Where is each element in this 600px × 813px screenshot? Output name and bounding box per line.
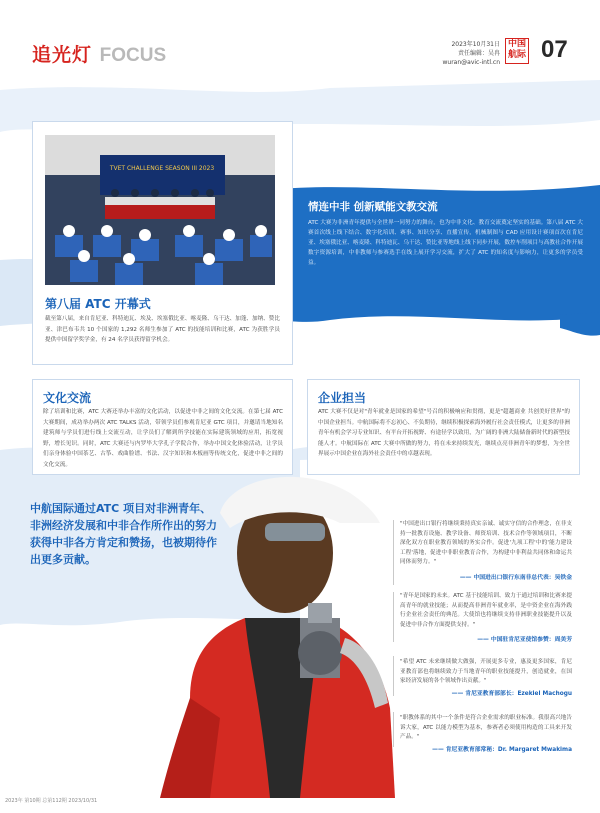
issue-editor: 责任编辑：吴冉 (457, 50, 500, 57)
quote-2-text: "青年是国家的未来。ATC 基于技能培训、致力于通过培训和比赛来提高青年的就业技能；从而提高非洲青年就业率，是中资企业在海外践行企业社会责任的典范。大使馆也将继续支持非洲职业技能提升以及促进中非合作方面提供支持。" (400, 593, 572, 628)
issue-meta (442, 40, 500, 67)
issue-date: 2023年10月31日 (451, 41, 500, 48)
culture-body: 除了培训和比赛，ATC 大赛还举办丰富的文化活动，以促进中非之间的文化交流。在第七届 ATC 大赛期间，成功举办两次 ATC TALKS 活动，带领学员们参观肯尼亚 GTC 项目，并邀请当地知名建筑师与学员们进行线上交流互动，让学员们了解到所学技能在实际建筑领域的应用，拓宽视野，增长见识。同时，ATC 大赛还与内罗毕大学孔子学院合作，举办中国文化体验活动，让学员们亲身体验中国茶艺、古筝、戏曲脸谱、书法、汉字知识和木板画等传统文化，促进中非之间的文化交流。 (43, 409, 283, 468)
innovation-title: 情连中非 创新赋能文教交流 (308, 201, 438, 213)
quote-3-text: "希望 ATC 未来继续做大做强，开展更多专业，惠及更多国家，肯尼亚教育部也将继续致力于当地青年的职业技能提升，创造就业，在国家经济发展的各个领域作出贡献。" (400, 659, 572, 684)
worker-photo (150, 468, 400, 798)
quote-3-source: —— 肯尼亚教育部部长：Ezekiel Machogu (451, 691, 572, 697)
quote-2-source: —— 中国驻肯尼亚使馆参赞：周美芳 (477, 637, 572, 643)
quote-1-source: —— 中国进出口银行东南非总代表：吴铁金 (459, 575, 572, 581)
opening-title: 第八届 ATC 开幕式 (45, 297, 151, 311)
responsibility-body: ATC 大赛不仅是对"青年就业是国家的希望"号召的积极响应和贯彻，更是"超越商业 共创美好世界"的中国企业担当。中航国际将不忘初心、不负期待，继续积极探索海外履行社会责任模式，让更多的非洲青年有机会学习专业知识、有平台开拓视野、有途径学以致用，为广阔的非洲大陆储备新时代的新型技能人才。中航国际在 ATC 大赛中所做的努力，将在未来持续发光，继续点亮非洲青年的梦想，为全世界展示中国企业在海外社会责任中的卓越表现。 (318, 409, 570, 457)
quote-1-text: "中国进出口银行将继续秉持真实亲诚、诚实守信的合作理念，在非支持一批教育设施、教学设备、师资培训、技术合作等领域项目，不断深化双方在职业教育领域的务实合作。促进'九项工程'中的'能力建设工程'落地，促进中非职业教育合作，为构建中非利益共同体和命运共同体而努力。" (400, 521, 572, 565)
section-title-en: FOCUS (99, 45, 167, 66)
ceremony-illustration (45, 135, 275, 285)
page-number: 07 (541, 36, 568, 63)
section-title (32, 40, 166, 67)
innovation-body: ATC 大赛为非洲青年提供与全世界一同努力的舞台，也为中非文化、教育交流奠定坚实的基础。第八届 ATC 大赛首次线上线下结合、数字化培训、赛事、知识分享、直播宣传，机械制图与 CAD 应用设计赛项首次在肯尼亚、埃塞俄比亚、喀麦隆、科特迪瓦、乌干达、赞比亚等地线上线下同步开展，数控车削项目与高教社合作开展数字资源培训，中非教师与参赛选手在线上展开学习交流，扩大了 ATC 的知名度与影响力，让更多的学员受益。 (308, 220, 583, 266)
opening-ceremony-photo (45, 135, 275, 285)
quote-divider (393, 520, 394, 585)
quote-4-source: —— 肯尼亚教育部常秘：Dr. Margaret Mwakima (432, 747, 572, 753)
avic-logo: 中国航际 (505, 38, 529, 64)
quote-divider (393, 592, 394, 642)
section-title-cn: 追光灯 (32, 44, 93, 66)
page-footer: 2023年 第10期 总第112期 2023/10/31 (5, 798, 98, 804)
responsibility-title: 企业担当 (318, 391, 367, 405)
quote-divider (393, 712, 394, 747)
quote-divider (393, 656, 394, 696)
photo-banner-text: TVET CHALLENGE SEASON III 2023 (109, 165, 215, 172)
opening-body: 截至第八届，来自肯尼亚、科特迪瓦、埃及、埃塞俄比亚、喀麦隆、乌干达、加蓬、加纳、赞比亚、津巴布韦共 10 个国家的 1,292 名师生参加了 ATC 的技能培训和比赛，ATC 为获胜学员提供中国留学奖学金，有 24 名学员获得留学机会。 (45, 316, 280, 343)
culture-title: 文化交流 (43, 391, 92, 405)
quote-4-text: "职教体系的其中一个条件是符合企业需求的职业标准。我很高兴地告诉大家，ATC 以能力模型为基本，参赛者必须使用构造的工具来开发产品。" (400, 715, 572, 740)
issue-email: wuran@avic-intl.cn (442, 59, 500, 66)
headline: 中航国际通过ATC 项目对非洲青年、非洲经济发展和中非合作所作出的努力获得中非各方肯定和赞扬，也被期待作出更多贡献。 (30, 502, 217, 566)
